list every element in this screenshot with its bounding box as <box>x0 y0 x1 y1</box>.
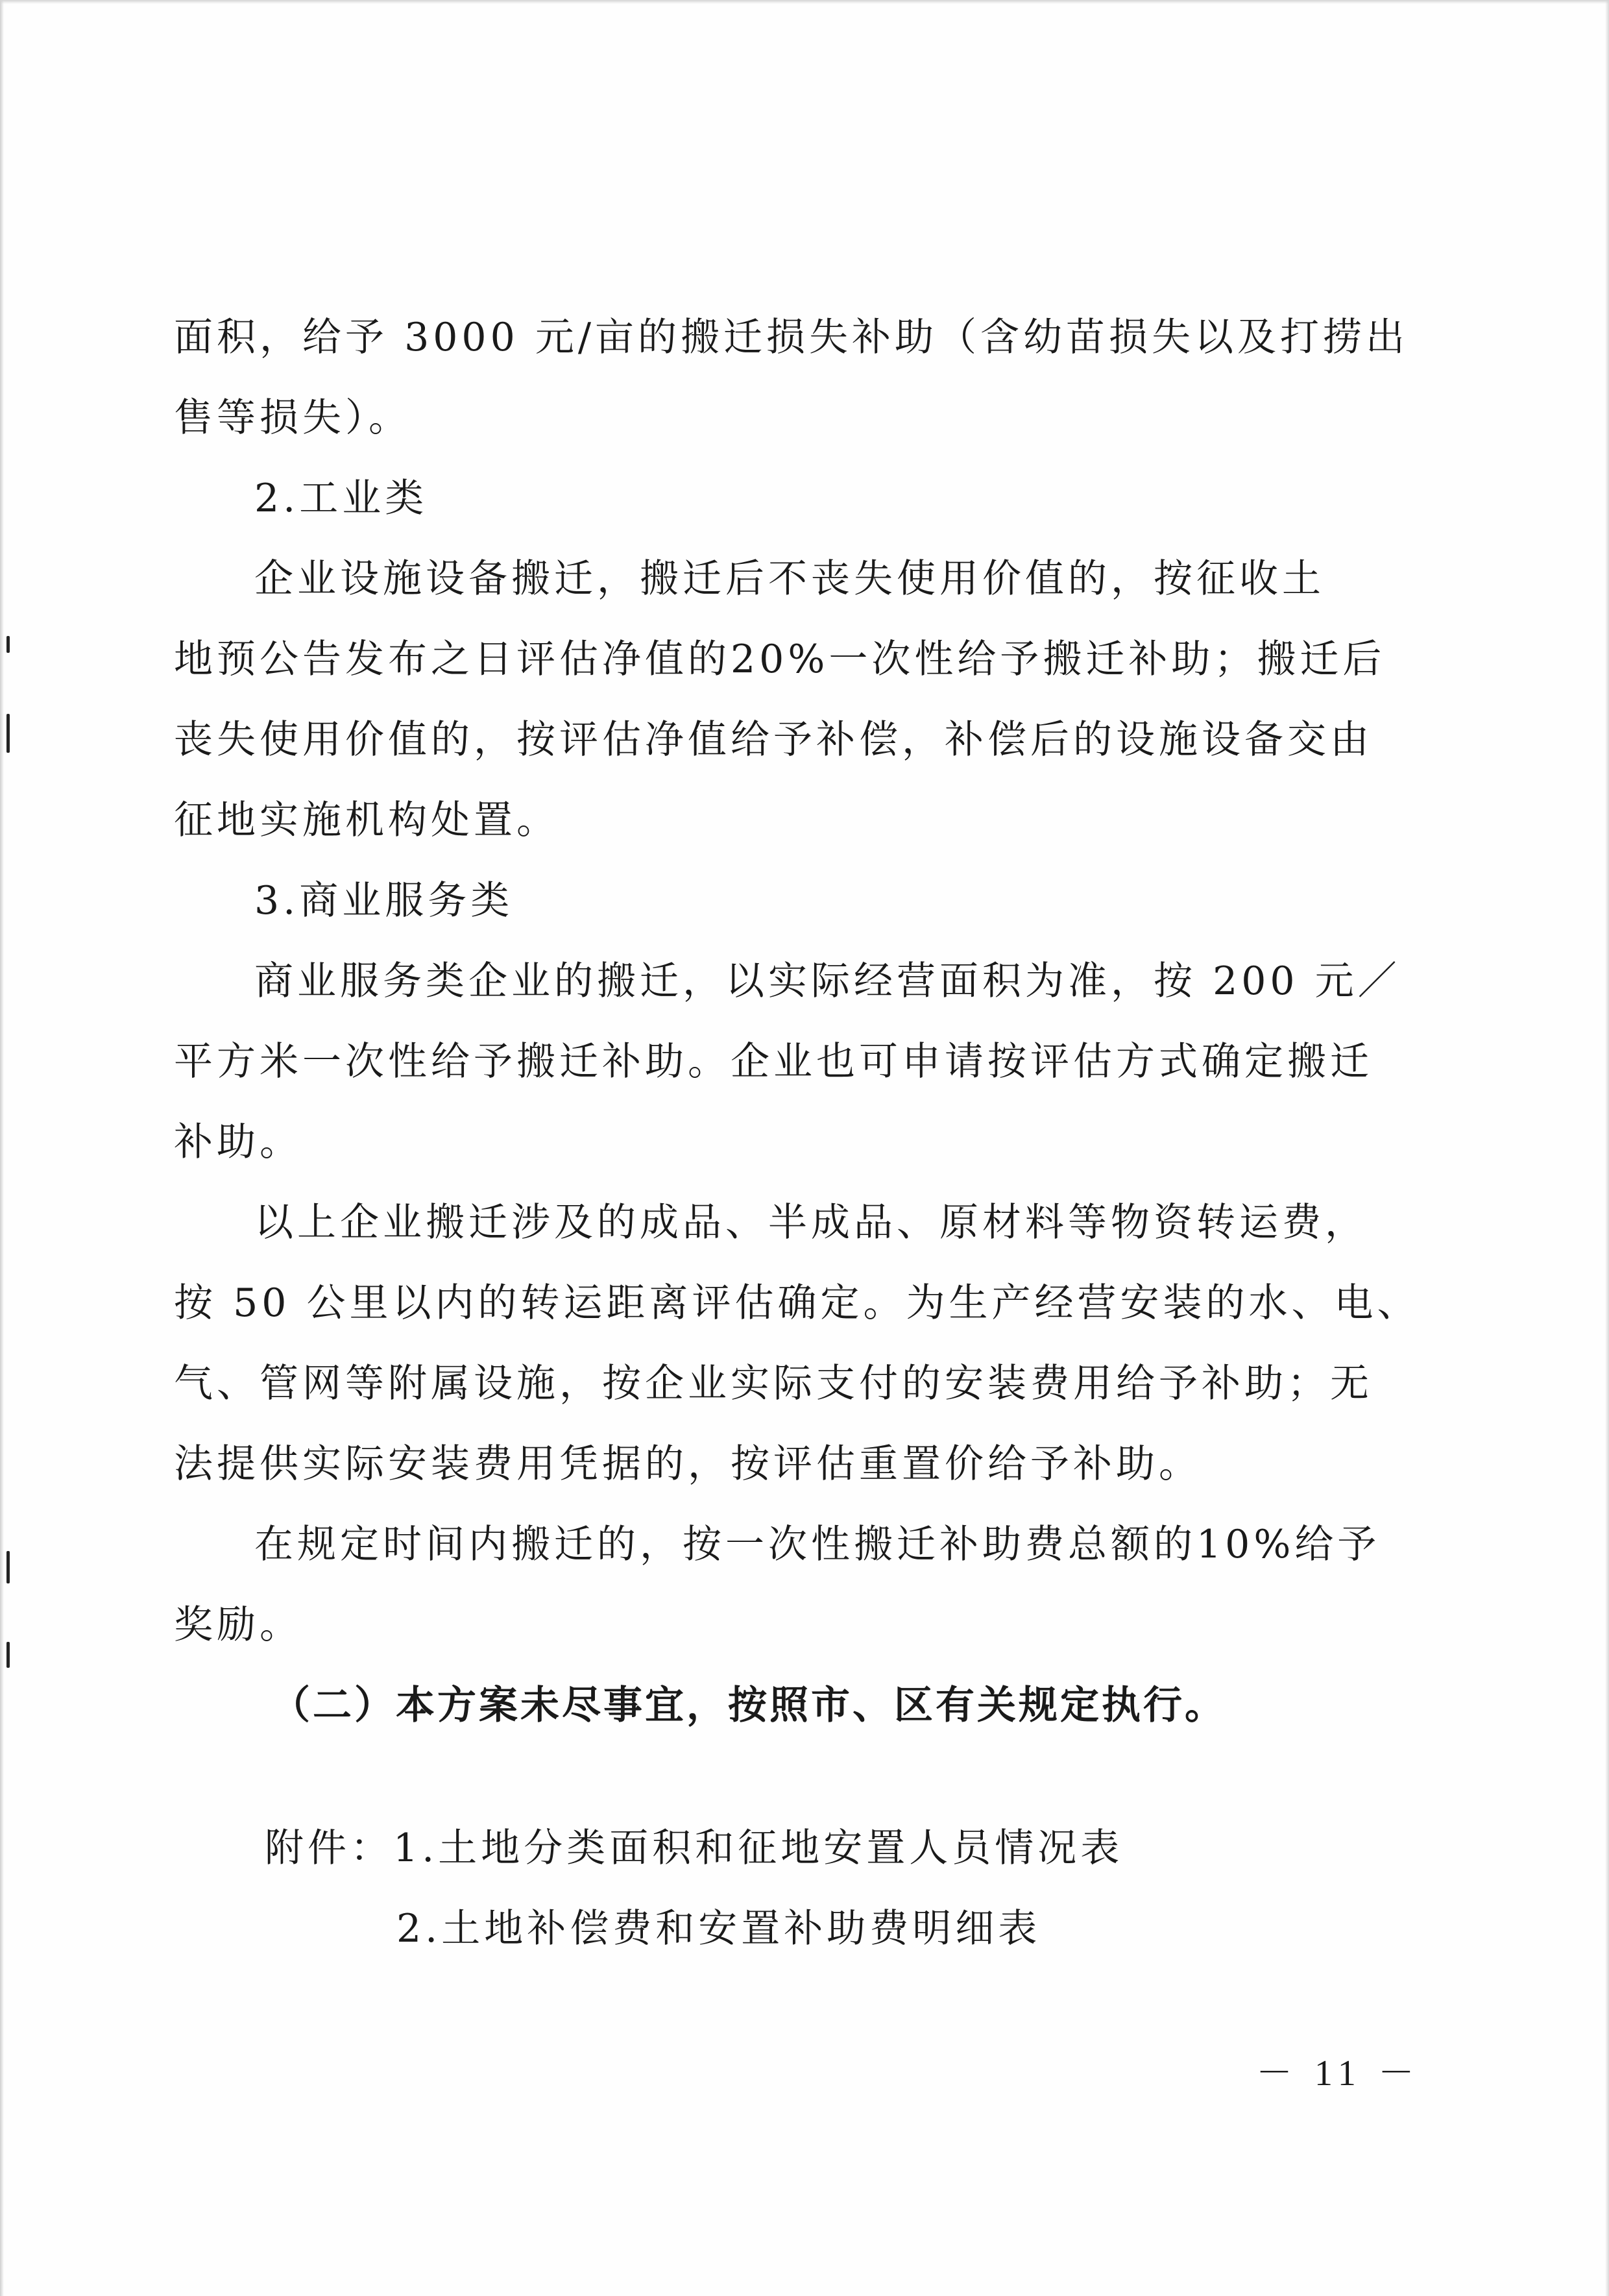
paragraph-line: 气、管网等附属设施，按企业实际支付的安装费用给予补助；无 <box>174 1361 1373 1406</box>
paragraph-line: 地预公告发布之日评估净值的20%一次性给予搬迁补助；搬迁后 <box>174 637 1386 682</box>
paragraph-line: 以上企业搬迁涉及的成品、半成品、原材料等物资转运费， <box>254 1200 1368 1245</box>
paragraph-line: 平方米一次性给予搬迁补助。企业也可申请按评估方式确定搬迁 <box>174 1039 1373 1084</box>
attachment-item: 2.土地补偿费和安置补助费明细表 <box>396 1906 1041 1951</box>
paragraph-line: 售等损失）。 <box>174 395 411 441</box>
scan-edge-left <box>0 0 4 2296</box>
binding-hole-mark <box>6 1642 10 1668</box>
paragraph-line: 商业服务类企业的搬迁，以实际经营面积为准，按 200 元／ <box>254 959 1401 1004</box>
section-heading-misc: （二）本方案未尽事宜，按照市、区有关规定执行。 <box>271 1683 1226 1728</box>
section-heading-commercial: 3.商业服务类 <box>254 878 514 923</box>
attachment-label: 附件： <box>265 1826 393 1871</box>
paragraph-line: 面积，给予 3000 元/亩的搬迁损失补助（含幼苗损失以及打捞出 <box>174 315 1409 360</box>
paragraph-line: 补助。 <box>174 1119 302 1165</box>
paragraph-line: 按 50 公里以内的转运距离评估确定。为生产经营安装的水、电、 <box>174 1280 1420 1326</box>
binding-hole-mark <box>6 636 10 653</box>
paragraph-line: 奖励。 <box>174 1602 302 1648</box>
paragraph-line: 在规定时间内搬迁的，按一次性搬迁补助费总额的10%给予 <box>254 1522 1381 1567</box>
paragraph-line: 征地实施机构处置。 <box>174 798 559 843</box>
section-heading-industrial: 2.工业类 <box>254 476 428 521</box>
paragraph-line: 企业设施设备搬迁，搬迁后不丧失使用价值的，按征收土 <box>254 556 1325 602</box>
spacer <box>174 1746 1368 1808</box>
document-body <box>174 297 1420 1969</box>
scan-edge-right <box>1605 0 1609 2296</box>
binding-hole-mark <box>6 1551 10 1583</box>
scan-edge-top <box>0 0 1609 4</box>
page-number: － 11 － <box>1256 2053 1421 2094</box>
binding-hole-mark <box>6 714 10 753</box>
attachment-line <box>174 1808 1368 1888</box>
attachment-item: 1.土地分类面积和征地安置人员情况表 <box>393 1826 1124 1871</box>
paragraph-line: 丧失使用价值的，按评估净值给予补偿，补偿后的设施设备交由 <box>174 717 1373 763</box>
paragraph-line: 法提供实际安装费用凭据的，按评估重置价给予补助。 <box>174 1441 1202 1487</box>
